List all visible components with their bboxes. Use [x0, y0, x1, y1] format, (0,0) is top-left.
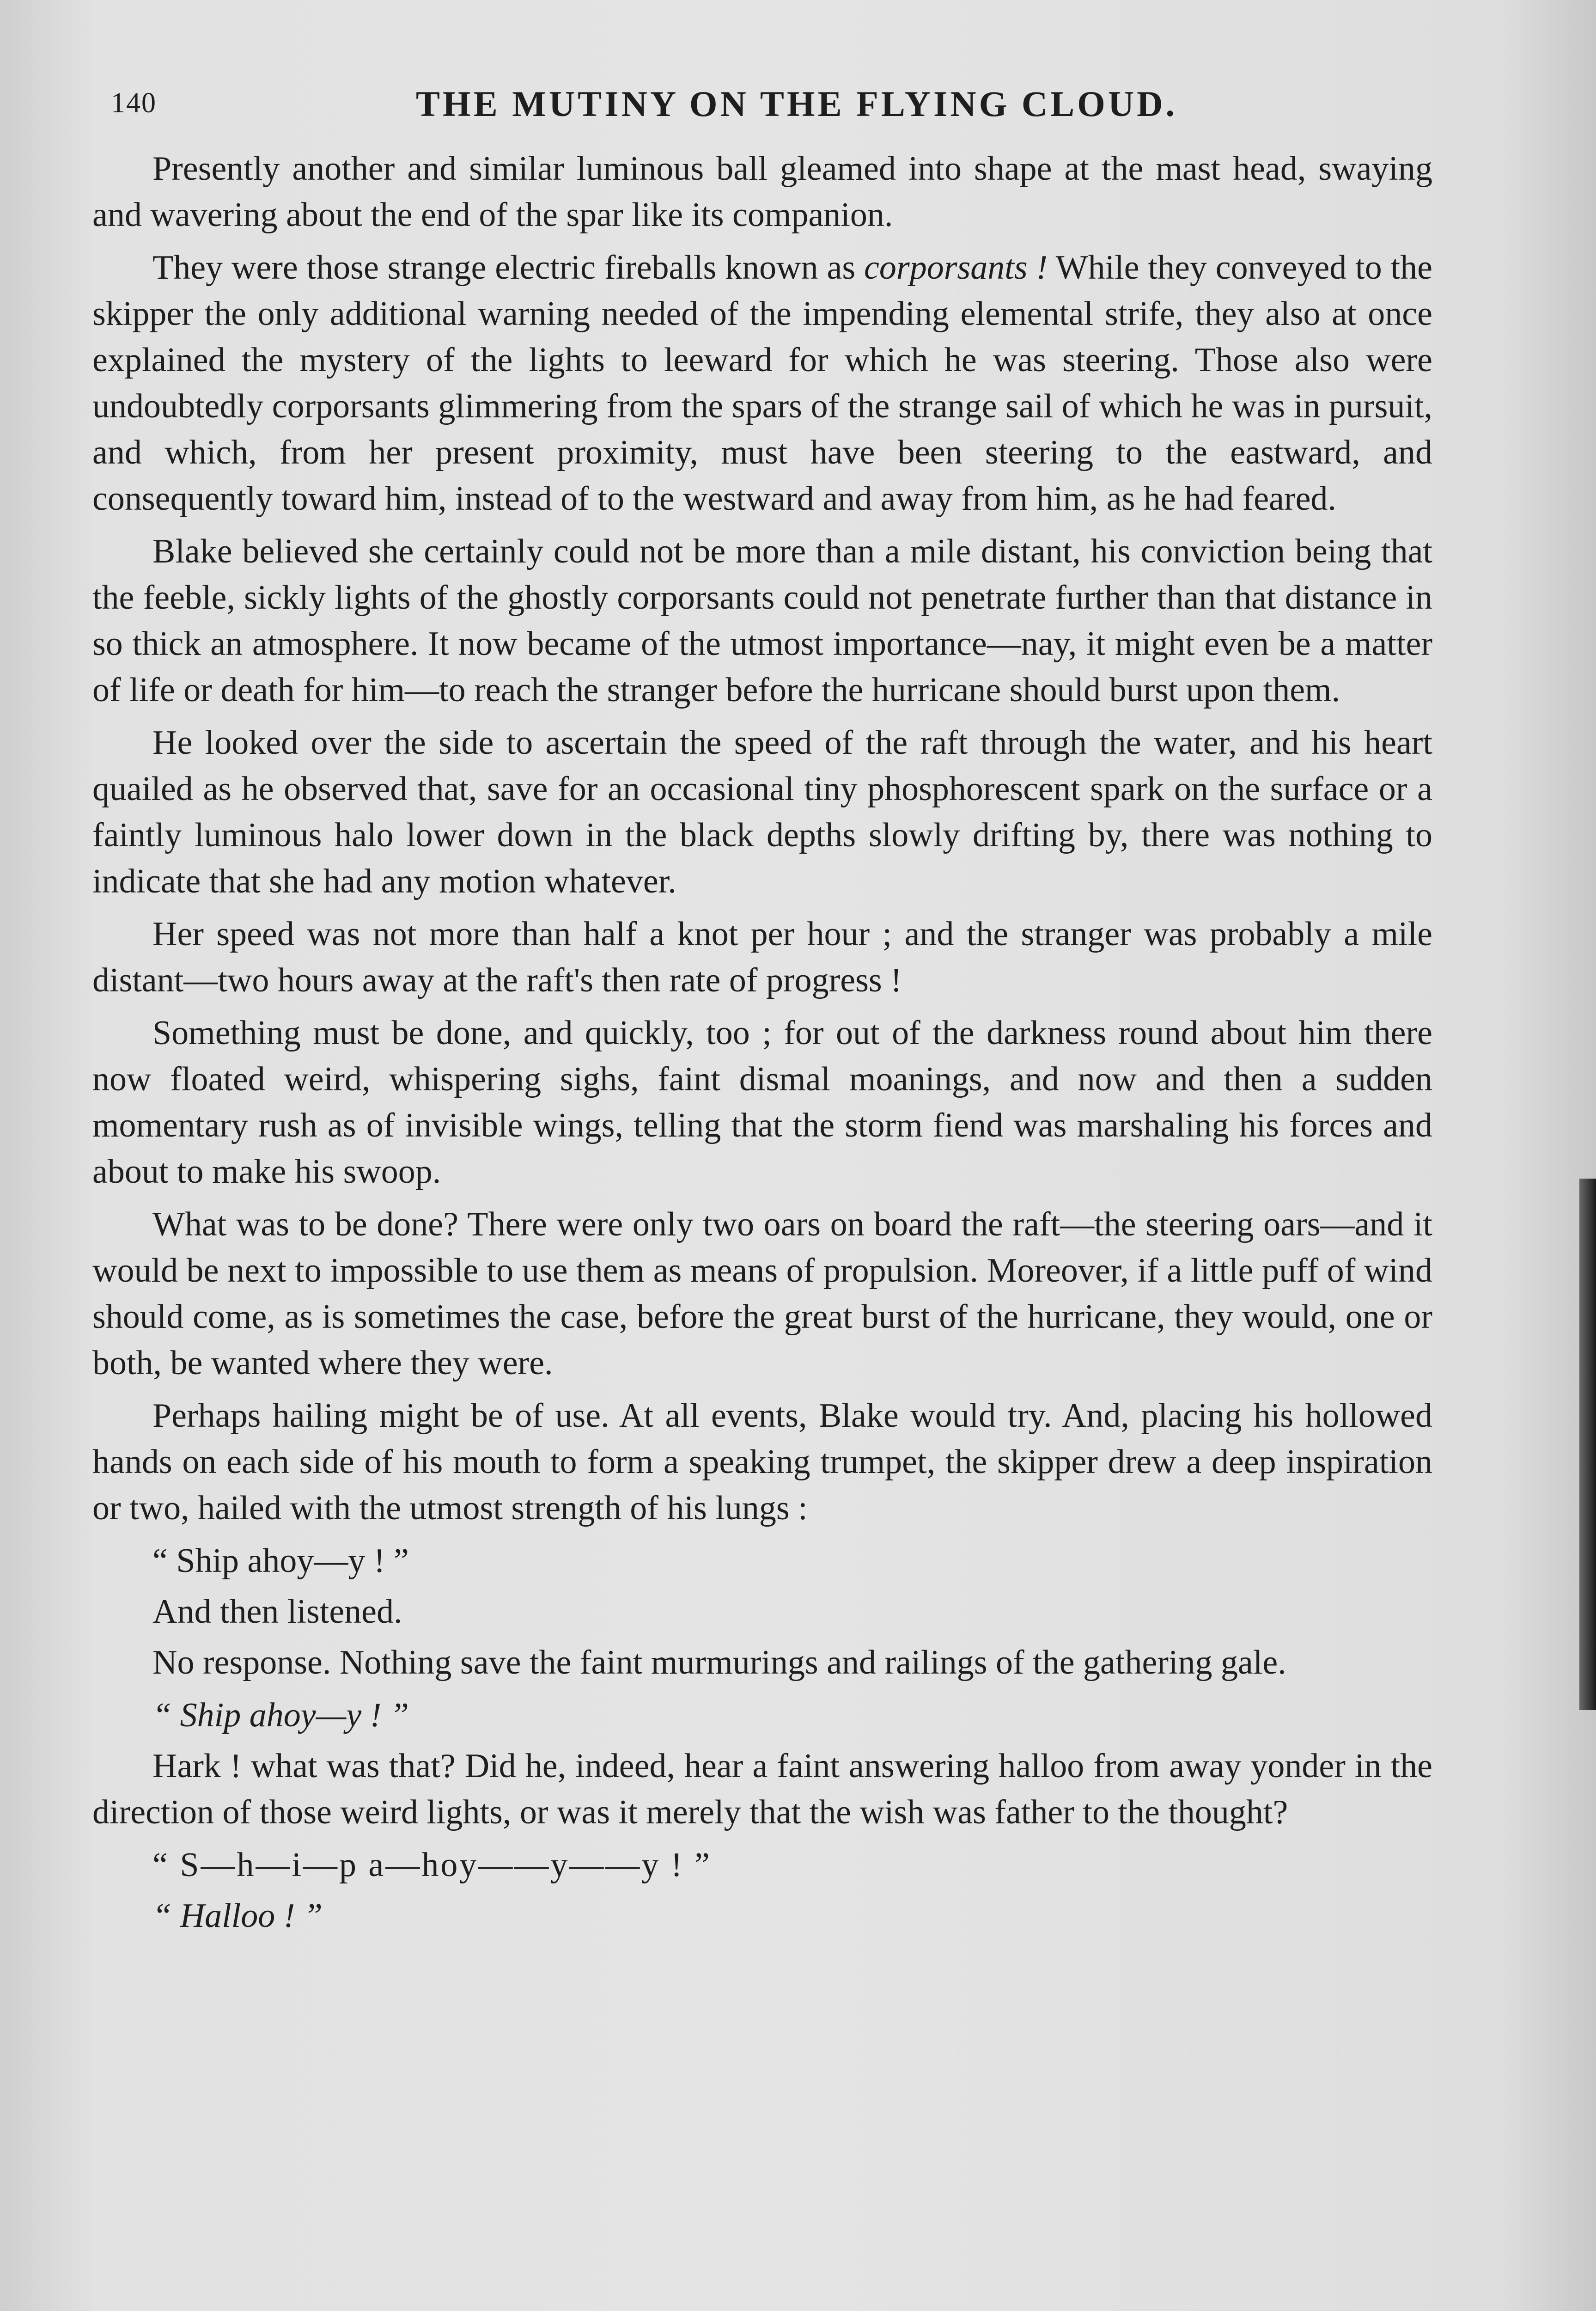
dialogue-ship-ahoy-italic — [92, 1692, 1432, 1738]
paragraph-3: Blake believed she certainly could not be more than a mile distant, his conviction being that the feeble, sickly lights of the ghostly corporsants could not penetrate further than that distance in so thick an atmosphere. It now became of the utmost importance—nay, it might even be a matter of life or death for him—to reach the stranger before the hurricane should burst upon them. — [92, 532, 1432, 709]
page-edge-shadow — [1579, 1179, 1596, 1710]
paragraph-1: Presently another and similar luminous ball gleamed into shape at the mast head, swaying and wavering about the end of the spar like its companion. — [92, 150, 1432, 234]
paragraph-2-after: While they conveyed to the skipper the only additional warning needed of the impending elemental strife, they also at once explained the mystery of the lights to leeward for which he was steering. Those also were undoubtedly corporsants glimmering from the spars of the strange sail of which he was in pursuit, and which, from her present proximity, must have been steering to the eastward, and consequently toward him, instead of to the westward and away from him, as he had feared. — [92, 249, 1432, 518]
paragraph-4: He looked over the side to ascertain the speed of the raft through the water, and his heart quailed as he observed that, save for an occasional tiny phosphorescent spark on the surface or a faintly luminous halo lower down in the black depths slowly drifting by, there was nothing to indicate that she had any motion whatever. — [92, 724, 1432, 900]
ship-ahoy-italic: “ Ship ahoy—y ! ” — [152, 1696, 409, 1734]
corporsants-italic: corporsants ! — [864, 249, 1048, 287]
paragraph-hark: Hark ! what was that? Did he, indeed, hear a faint answering halloo from away yonder in the direction of those weird lights, or was it merely that the wish was father to the thought? — [92, 1747, 1432, 1831]
body-text — [92, 146, 1432, 1944]
paragraph-2 — [92, 245, 1432, 522]
paragraph-8: Perhaps hailing might be of use. At all events, Blake would try. And, placing his hollowed hands on each side of his mouth to form a speaking trumpet, the skipper drew a deep inspiration or two, hailed with the utmost strength of his lungs : — [92, 1397, 1432, 1527]
halloo-italic: “ Halloo ! ” — [152, 1897, 323, 1935]
paragraph-5: Her speed was not more than half a knot per hour ; and the stranger was probably a mile distant—two hours away at the raft's then rate of progress ! — [92, 915, 1432, 999]
paragraph-7: What was to be done? There were only two oars on board the raft—the steering oars—and it would be next to impossible to use them as means of propulsion. Moreover, if a little puff of wind should come, as is sometimes the case, before the great burst of the hurricane, they would, one or both, be wanted where they were. — [92, 1205, 1432, 1382]
dialogue-halloo — [92, 1893, 1432, 1939]
running-title: THE MUTINY ON THE FLYING CLOUD. — [416, 84, 1178, 124]
paragraph-no-response: No response. Nothing save the faint murmurings and railings of the gathering gale. — [152, 1644, 1286, 1681]
page-header — [111, 83, 1442, 134]
page-number: 140 — [111, 87, 157, 119]
dialogue-ship-ahoy-spelled: “ S—h—i—p a—hoy——y——y ! ” — [152, 1846, 712, 1884]
dialogue-ship-ahoy: “ Ship ahoy—y ! ” — [152, 1542, 409, 1580]
paragraph-6: Something must be done, and quickly, too ; for out of the darkness round about him there now floated weird, whispering sighs, faint dismal moanings, and now and then a sudden momentary rush as of invisible wings, telling that the storm fiend was marshaling his forces and about to make his swoop. — [92, 1014, 1432, 1191]
paragraph-2-before: They were those strange electric fireballs known as — [152, 249, 865, 287]
paragraph-then-listened: And then listened. — [152, 1593, 402, 1631]
